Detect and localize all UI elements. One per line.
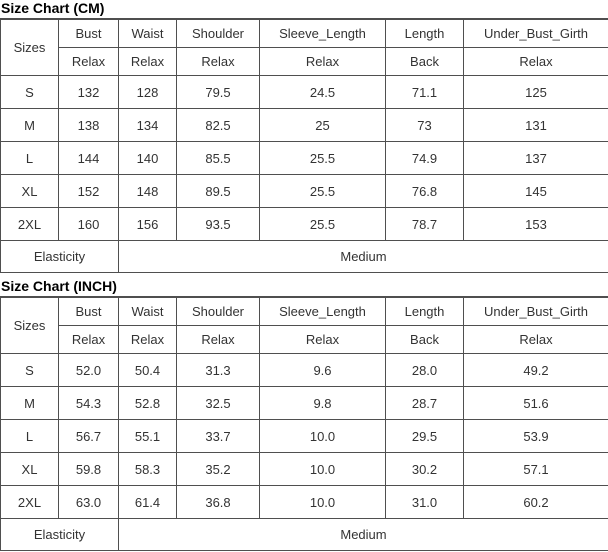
- column-header-sleeve-length: Sleeve_Length: [260, 298, 386, 326]
- value-l-waist: 55.1: [119, 420, 177, 453]
- value-l-length: 29.5: [386, 420, 464, 453]
- sub-header-shoulder: Relax: [177, 48, 260, 76]
- size-row-l: [1, 420, 608, 453]
- elasticity-label: Elasticity: [1, 519, 119, 551]
- value-s-length: 28.0: [386, 354, 464, 387]
- column-header-waist: Waist: [119, 20, 177, 48]
- sub-header-waist: Relax: [119, 48, 177, 76]
- column-header-bust: Bust: [59, 298, 119, 326]
- value-m-bust: 54.3: [59, 387, 119, 420]
- value-l-waist: 140: [119, 142, 177, 175]
- value-m-waist: 134: [119, 109, 177, 142]
- size-chart-inch-table: [0, 297, 608, 551]
- value-xl-bust: 152: [59, 175, 119, 208]
- value-xl-under-bust-girth: 145: [464, 175, 608, 208]
- value-s-sleeve-length: 9.6: [260, 354, 386, 387]
- value-s-sleeve-length: 24.5: [260, 76, 386, 109]
- value-2xl-length: 78.7: [386, 208, 464, 241]
- value-s-bust: 132: [59, 76, 119, 109]
- value-xl-under-bust-girth: 57.1: [464, 453, 608, 486]
- sub-header-length: Back: [386, 48, 464, 76]
- size-label-xl: XL: [1, 453, 59, 486]
- value-xl-shoulder: 89.5: [177, 175, 260, 208]
- value-xl-waist: 148: [119, 175, 177, 208]
- value-xl-sleeve-length: 25.5: [260, 175, 386, 208]
- sub-header-under-bust-girth: Relax: [464, 326, 608, 354]
- value-l-length: 74.9: [386, 142, 464, 175]
- column-header-waist: Waist: [119, 298, 177, 326]
- elasticity-value: Medium: [119, 519, 608, 551]
- elasticity-label: Elasticity: [1, 241, 119, 273]
- value-2xl-bust: 63.0: [59, 486, 119, 519]
- value-l-sleeve-length: 10.0: [260, 420, 386, 453]
- value-m-length: 73: [386, 109, 464, 142]
- column-header-sizes: Sizes: [1, 298, 59, 354]
- column-header-bust: Bust: [59, 20, 119, 48]
- size-row-m: [1, 109, 608, 142]
- value-s-shoulder: 79.5: [177, 76, 260, 109]
- size-label-m: M: [1, 387, 59, 420]
- value-l-bust: 144: [59, 142, 119, 175]
- size-chart-inch-title: Size Chart (INCH): [0, 278, 608, 298]
- sub-header-waist: Relax: [119, 326, 177, 354]
- value-xl-shoulder: 35.2: [177, 453, 260, 486]
- elasticity-row: [1, 519, 608, 551]
- column-header-shoulder: Shoulder: [177, 298, 260, 326]
- value-xl-sleeve-length: 10.0: [260, 453, 386, 486]
- value-2xl-under-bust-girth: 153: [464, 208, 608, 241]
- size-row-s: [1, 76, 608, 109]
- size-label-2xl: 2XL: [1, 486, 59, 519]
- size-label-xl: XL: [1, 175, 59, 208]
- size-row-m: [1, 387, 608, 420]
- value-m-under-bust-girth: 51.6: [464, 387, 608, 420]
- size-row-l: [1, 142, 608, 175]
- value-s-waist: 128: [119, 76, 177, 109]
- elasticity-row: [1, 241, 608, 273]
- value-xl-length: 76.8: [386, 175, 464, 208]
- column-header-sizes: Sizes: [1, 20, 59, 76]
- value-l-shoulder: 33.7: [177, 420, 260, 453]
- value-m-sleeve-length: 25: [260, 109, 386, 142]
- value-s-under-bust-girth: 125: [464, 76, 608, 109]
- column-header-under-bust-girth: Under_Bust_Girth: [464, 298, 608, 326]
- size-row-2xl: [1, 208, 608, 241]
- value-2xl-under-bust-girth: 60.2: [464, 486, 608, 519]
- value-l-sleeve-length: 25.5: [260, 142, 386, 175]
- column-header-sleeve-length: Sleeve_Length: [260, 20, 386, 48]
- column-header-shoulder: Shoulder: [177, 20, 260, 48]
- size-chart-cm-title: Size Chart (CM): [0, 0, 608, 20]
- value-2xl-shoulder: 93.5: [177, 208, 260, 241]
- value-2xl-bust: 160: [59, 208, 119, 241]
- size-row-s: [1, 354, 608, 387]
- value-m-under-bust-girth: 131: [464, 109, 608, 142]
- value-m-shoulder: 32.5: [177, 387, 260, 420]
- value-xl-bust: 59.8: [59, 453, 119, 486]
- size-label-2xl: 2XL: [1, 208, 59, 241]
- value-m-sleeve-length: 9.8: [260, 387, 386, 420]
- value-m-length: 28.7: [386, 387, 464, 420]
- value-s-length: 71.1: [386, 76, 464, 109]
- value-m-waist: 52.8: [119, 387, 177, 420]
- size-label-l: L: [1, 420, 59, 453]
- value-l-bust: 56.7: [59, 420, 119, 453]
- size-label-l: L: [1, 142, 59, 175]
- size-row-xl: [1, 453, 608, 486]
- size-row-xl: [1, 175, 608, 208]
- value-2xl-sleeve-length: 10.0: [260, 486, 386, 519]
- sub-header-length: Back: [386, 326, 464, 354]
- size-chart-cm-section: [0, 0, 608, 273]
- sub-header-bust: Relax: [59, 48, 119, 76]
- value-s-under-bust-girth: 49.2: [464, 354, 608, 387]
- size-chart-inch-section: [0, 278, 608, 551]
- value-l-under-bust-girth: 53.9: [464, 420, 608, 453]
- value-l-shoulder: 85.5: [177, 142, 260, 175]
- sub-header-sleeve-length: Relax: [260, 326, 386, 354]
- elasticity-value: Medium: [119, 241, 608, 273]
- column-header-under-bust-girth: Under_Bust_Girth: [464, 20, 608, 48]
- column-header-length: Length: [386, 298, 464, 326]
- value-2xl-shoulder: 36.8: [177, 486, 260, 519]
- value-m-shoulder: 82.5: [177, 109, 260, 142]
- size-label-s: S: [1, 76, 59, 109]
- sub-header-bust: Relax: [59, 326, 119, 354]
- sub-header-sleeve-length: Relax: [260, 48, 386, 76]
- value-s-bust: 52.0: [59, 354, 119, 387]
- column-header-length: Length: [386, 20, 464, 48]
- sub-header-under-bust-girth: Relax: [464, 48, 608, 76]
- size-label-m: M: [1, 109, 59, 142]
- value-s-waist: 50.4: [119, 354, 177, 387]
- value-xl-length: 30.2: [386, 453, 464, 486]
- size-label-s: S: [1, 354, 59, 387]
- value-2xl-sleeve-length: 25.5: [260, 208, 386, 241]
- value-s-shoulder: 31.3: [177, 354, 260, 387]
- value-xl-waist: 58.3: [119, 453, 177, 486]
- value-2xl-waist: 61.4: [119, 486, 177, 519]
- sub-header-shoulder: Relax: [177, 326, 260, 354]
- size-row-2xl: [1, 486, 608, 519]
- value-2xl-length: 31.0: [386, 486, 464, 519]
- value-l-under-bust-girth: 137: [464, 142, 608, 175]
- size-chart-cm-table: [0, 19, 608, 273]
- value-2xl-waist: 156: [119, 208, 177, 241]
- value-m-bust: 138: [59, 109, 119, 142]
